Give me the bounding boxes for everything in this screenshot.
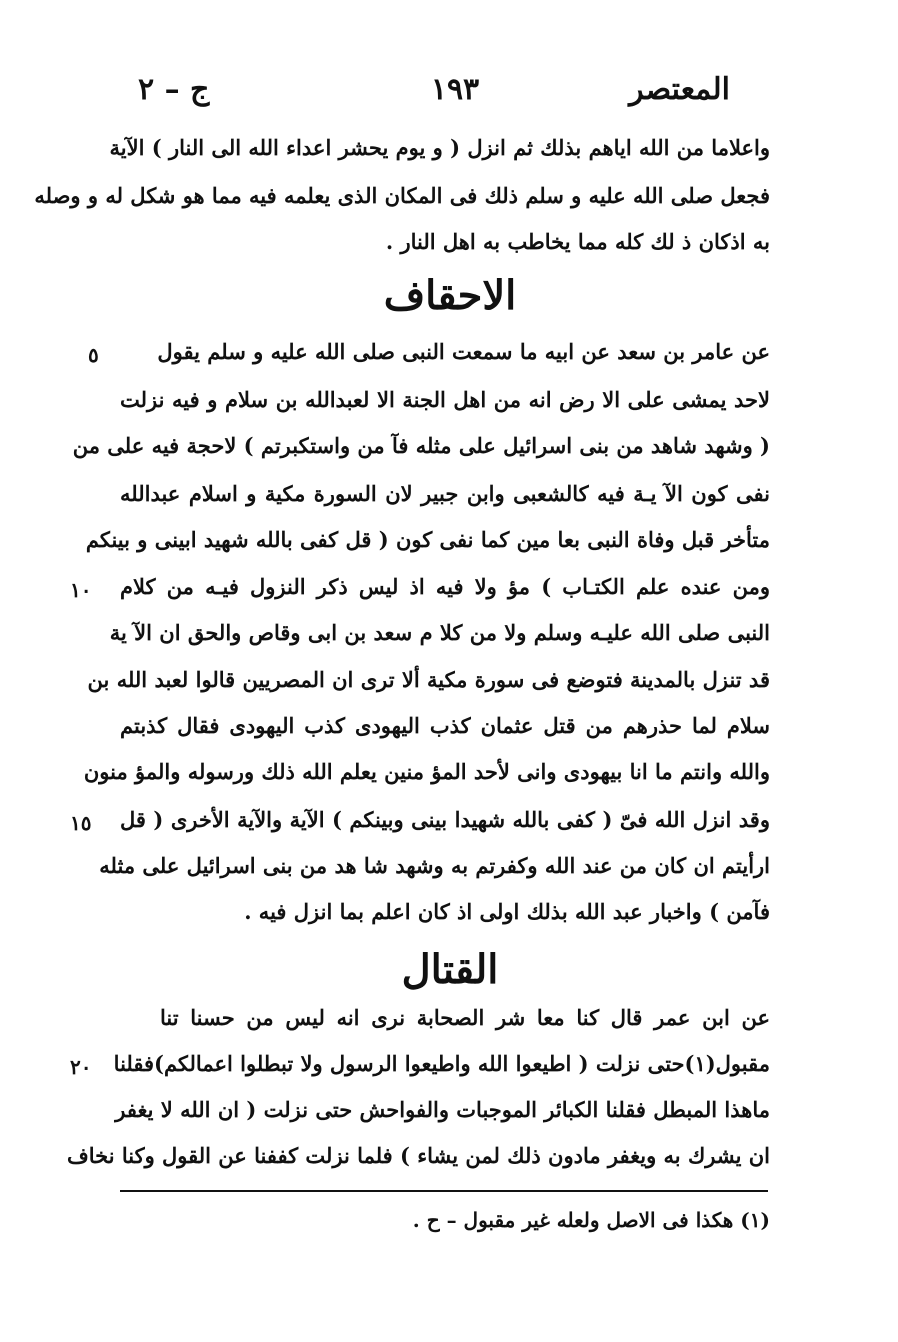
section-heading: الاحقاف bbox=[383, 272, 517, 319]
text-line: فجعل صلى الله عليه و سلم ذلك فى المكان الذى يعلمه فيه مما هو شكل له و وصله bbox=[34, 183, 770, 208]
text-line: نفى كون الآ يـة فيه كالشعبى وابن جبير لان السورة مكية و اسلام عبدالله bbox=[120, 481, 770, 506]
line-number-margin: ١٥ bbox=[70, 811, 92, 835]
text-line: لاحد يمشى على الا رض انه من اهل الجنة الا لعبدالله بن سلام و فيه نزلت bbox=[120, 387, 770, 412]
footnote: (١) هكذا فى الاصل ولعله غير مقبول – ح . bbox=[412, 1208, 770, 1232]
text-line: فآمن ) واخبار عبد الله بذلك اولى اذ كان اعلم بما انزل فيه . bbox=[244, 899, 770, 924]
text-line: ارأيتم ان كان من عند الله وكفرتم به وشهد شا هد من بنى اسرائيل على مثله bbox=[99, 853, 770, 878]
text-line: مقبول(١)حتى نزلت ( اطيعوا الله واطيعوا الرسول ولا تبطلوا اعمالكم)فقلنا bbox=[113, 1051, 770, 1076]
running-title: المعتصر bbox=[629, 72, 730, 107]
text-line: عن ابن عمر قال كنا معا شر الصحابة نرى انه ليس من حسنا تنا bbox=[160, 1005, 770, 1030]
page-number: ١٩٣ bbox=[430, 72, 480, 107]
text-line: وقد انزل الله فىّ ( كفى بالله شهيدا بينى وبينكم ) الآية والآية الأخرى ( قل bbox=[120, 807, 770, 832]
text-line: سلام لما حذرهم من قتل عثمان كذب اليهودى كذب اليهودى فقال كذبتم bbox=[120, 713, 770, 738]
text-line: ماهذا المبطل فقلنا الكبائر الموجبات والفواحش حتى نزلت ( ان الله لا يغفر bbox=[115, 1097, 770, 1122]
text-line: والله وانتم ما انا بيهودى وانى لأحد المؤ منين يعلم الله ذلك ورسوله والمؤ منون bbox=[83, 759, 770, 784]
section-heading: القتال bbox=[401, 946, 499, 993]
text-line: به اذكان ذ لك كله مما يخاطب به اهل النار . bbox=[385, 229, 770, 254]
line-number-margin: ٢٠ bbox=[70, 1055, 92, 1079]
text-line: ومن عنده علم الكتـاب ) مؤ ولا فيه اذ ليس ذكر النزول فيـه من كلام bbox=[120, 574, 770, 599]
text-line: ( وشهد شاهد من بنى اسرائيل على مثله فآ من واستكبرتم ) لاحجة فيه على من bbox=[72, 433, 770, 458]
text-line: عن عامر بن سعد عن ابيه ما سمعت النبى صلى الله عليه و سلم يقول bbox=[157, 339, 770, 364]
text-line: قد تنزل بالمدينة فتوضع فى سورة مكية ألا ترى ان المصريين قالوا لعبد الله بن bbox=[87, 667, 770, 692]
text-line: متأخر قبل وفاة النبى بعا مين كما نفى كون ( قل كفى بالله شهيد ابينى و بينكم bbox=[85, 527, 770, 552]
line-number-margin: ١٠ bbox=[70, 578, 92, 602]
text-line: واعلاما من الله اياهم بذلك ثم انزل ( و يوم يحشر اعداء الله الى النار ) الآية bbox=[109, 135, 770, 160]
footnote-divider bbox=[120, 1190, 768, 1192]
text-line: النبى صلى الله عليـه وسلم ولا من كلا م سعد بن ابى وقاص والحق ان الآ ية bbox=[109, 620, 770, 645]
line-number-margin: ٥ bbox=[88, 343, 99, 367]
volume-marker: ج – ٢ bbox=[138, 72, 210, 107]
text-line: ان يشرك به ويغفر مادون ذلك لمن يشاء ) فلما نزلت كففنا عن القول وكنا نخاف bbox=[66, 1143, 770, 1168]
